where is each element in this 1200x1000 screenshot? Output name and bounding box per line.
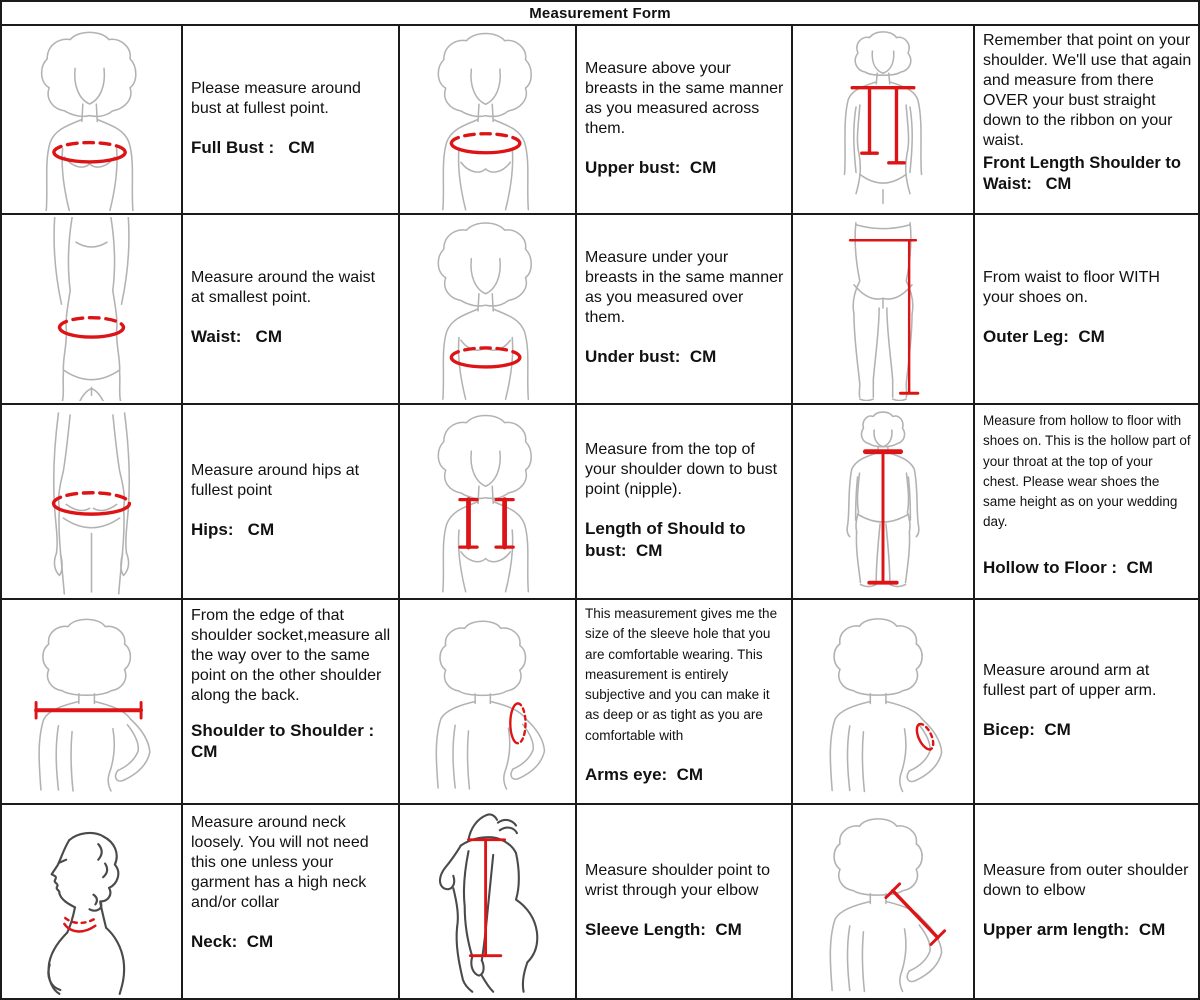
figure-hollow-to-floor	[793, 405, 975, 600]
figure-shoulder-to-shoulder	[2, 600, 183, 805]
measurement-label: Bicep: CM	[983, 719, 1071, 739]
full-bust-illustration	[4, 28, 179, 211]
measurement-instructions: Measure around neck loosely. You will not need this one unless your garment has a high neck and/or collar	[191, 814, 369, 911]
text-shoulder-to-shoulder	[183, 600, 400, 805]
measurement-label: Full Bust : CM	[191, 137, 315, 157]
measurement-grid	[2, 26, 1198, 998]
figure-full-bust	[2, 26, 183, 215]
shoulder-to-bust-illustration	[402, 407, 573, 596]
text-sleeve-length	[577, 805, 793, 998]
shoulder-to-shoulder-illustration	[4, 602, 179, 801]
neck-illustration	[4, 807, 179, 996]
text-hips	[183, 405, 400, 600]
text-front-length	[975, 26, 1198, 215]
text-under-bust	[577, 215, 793, 405]
measurement-instructions: From the edge of that shoulder socket,measure all the way over to the same point on the other shoulder along the back.	[191, 607, 391, 704]
figure-upper-arm-length	[793, 805, 975, 998]
figure-shoulder-to-bust	[400, 405, 577, 600]
measurement-label: Under bust: CM	[585, 347, 717, 367]
text-bicep	[975, 600, 1198, 805]
text-upper-bust	[577, 26, 793, 215]
measurement-instructions: Measure around hips at fullest point	[191, 461, 360, 499]
upper-arm-length-illustration	[795, 807, 971, 996]
bicep-illustration	[795, 602, 971, 801]
figure-hips	[2, 405, 183, 600]
sleeve-length-illustration	[402, 807, 573, 996]
measurement-instructions: Please measure around bust at fullest point.	[191, 79, 361, 117]
arms-eye-illustration	[402, 602, 573, 801]
measurement-label: Hips: CM	[191, 519, 275, 539]
measurement-label: Length of Should to bust: CM	[585, 519, 746, 560]
text-outer-leg	[975, 215, 1198, 405]
figure-front-length	[793, 26, 975, 215]
measurement-label: Front Length Shoulder to Waist: CM	[983, 154, 1181, 193]
hips-illustration	[4, 407, 179, 596]
page-title: Measurement Form	[2, 2, 1198, 26]
figure-under-bust	[400, 215, 577, 405]
waist-illustration	[4, 217, 179, 401]
measurement-label: Sleeve Length: CM	[585, 919, 742, 939]
text-arms-eye	[577, 600, 793, 805]
text-full-bust	[183, 26, 400, 215]
figure-outer-leg	[793, 215, 975, 405]
measurement-label: Outer Leg: CM	[983, 327, 1105, 347]
measurement-label: Arms eye: CM	[585, 764, 704, 784]
text-waist	[183, 215, 400, 405]
text-hollow-to-floor	[975, 405, 1198, 600]
measurement-instructions: Measure around the waist at smallest point.	[191, 269, 376, 307]
text-shoulder-to-bust	[577, 405, 793, 600]
figure-neck	[2, 805, 183, 998]
measurement-instructions: Measure from hollow to floor with shoes on. This is the hollow part of your throat at the top of your chest. Please wear shoes the same height as on your wedding day.	[983, 413, 1191, 530]
measurement-label: Shoulder to Shoulder : CM	[191, 721, 375, 762]
under-bust-illustration	[402, 217, 573, 401]
front-length-illustration	[795, 28, 971, 211]
figure-bicep	[793, 600, 975, 805]
measurement-instructions: Measure around arm at fullest part of upper arm.	[983, 661, 1157, 699]
measurement-instructions: Measure from outer shoulder down to elbow	[983, 861, 1189, 899]
figure-upper-bust	[400, 26, 577, 215]
text-neck	[183, 805, 400, 998]
measurement-instructions: Measure shoulder point to wrist through your elbow	[585, 861, 770, 899]
figure-waist	[2, 215, 183, 405]
measurement-instructions: Measure under your breasts in the same manner as you measured over them.	[585, 249, 784, 327]
measurement-label: Waist: CM	[191, 327, 282, 347]
measurement-label: Hollow to Floor : CM	[983, 557, 1153, 577]
measurement-label: Neck: CM	[191, 932, 274, 951]
measurement-instructions: From waist to floor WITH your shoes on.	[983, 269, 1160, 307]
measurement-label: Upper arm length: CM	[983, 919, 1166, 939]
figure-arms-eye	[400, 600, 577, 805]
measurement-label: Upper bust: CM	[585, 157, 717, 177]
measurement-instructions: Measure above your breasts in the same manner as you measured across them.	[585, 59, 784, 137]
measurement-instructions: This measurement gives me the size of the sleeve hole that you are comfortable wearing. This measurement is entirely subjective and you can make it as deep or as tight as you are comfortable with	[585, 606, 778, 743]
text-upper-arm-length	[975, 805, 1198, 998]
upper-bust-illustration	[402, 28, 573, 211]
outer-leg-illustration	[795, 217, 971, 401]
hollow-to-floor-illustration	[795, 407, 971, 596]
measurement-instructions: Measure from the top of your shoulder down to bust point (nipple).	[585, 441, 778, 499]
figure-sleeve-length	[400, 805, 577, 998]
measurement-instructions: Remember that point on your shoulder. We'll use that again and measure from there OVER your bust straight down to the ribbon on your waist.	[983, 32, 1192, 149]
